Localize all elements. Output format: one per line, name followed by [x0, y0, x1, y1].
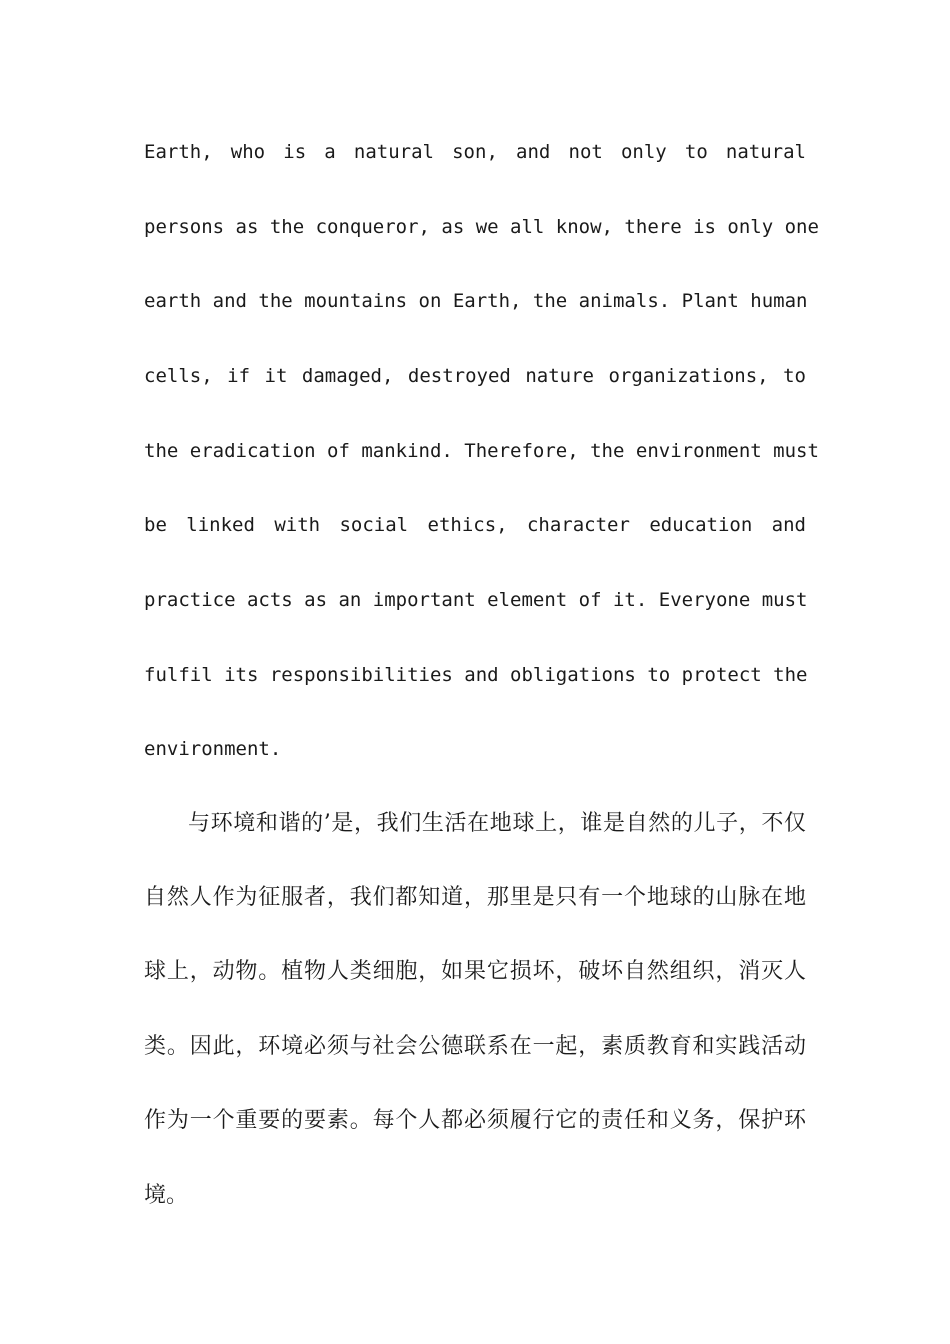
chinese-line: 境。 — [144, 1183, 189, 1208]
chinese-line: 类。因此，环境必须与社会公德联系在一起，素质教育和实践活动 — [144, 1034, 806, 1059]
english-line: Earth, who is a natural son, and not only to natural — [144, 141, 806, 163]
english-line: persons as the conqueror, as we all know, there is only one — [144, 216, 819, 238]
english-line: environment. — [144, 738, 282, 760]
chinese-line: 作为一个重要的要素。每个人都必须履行它的责任和义务，保护环 — [144, 1108, 806, 1133]
english-line: be linked with social ethics, character education and — [144, 514, 806, 536]
chinese-line: 与环境和谐的’是，我们生活在地球上，谁是自然的儿子，不仅 — [188, 811, 806, 836]
english-line: earth and the mountains on Earth, the animals. Plant human — [144, 290, 808, 312]
english-line: practice acts as an important element of it. Everyone must — [144, 589, 808, 611]
english-line: fulfil its responsibilities and obligations to protect the — [144, 664, 808, 686]
chinese-line: 自然人作为征服者，我们都知道，那里是只有一个地球的山脉在地 — [144, 885, 806, 910]
english-line: cells, if it damaged, destroyed nature organizations, to — [144, 365, 806, 387]
english-line: the eradication of mankind. Therefore, the environment must — [144, 440, 819, 462]
chinese-line: 球上，动物。植物人类细胞，如果它损坏，破坏自然组织，消灭人 — [144, 959, 806, 984]
